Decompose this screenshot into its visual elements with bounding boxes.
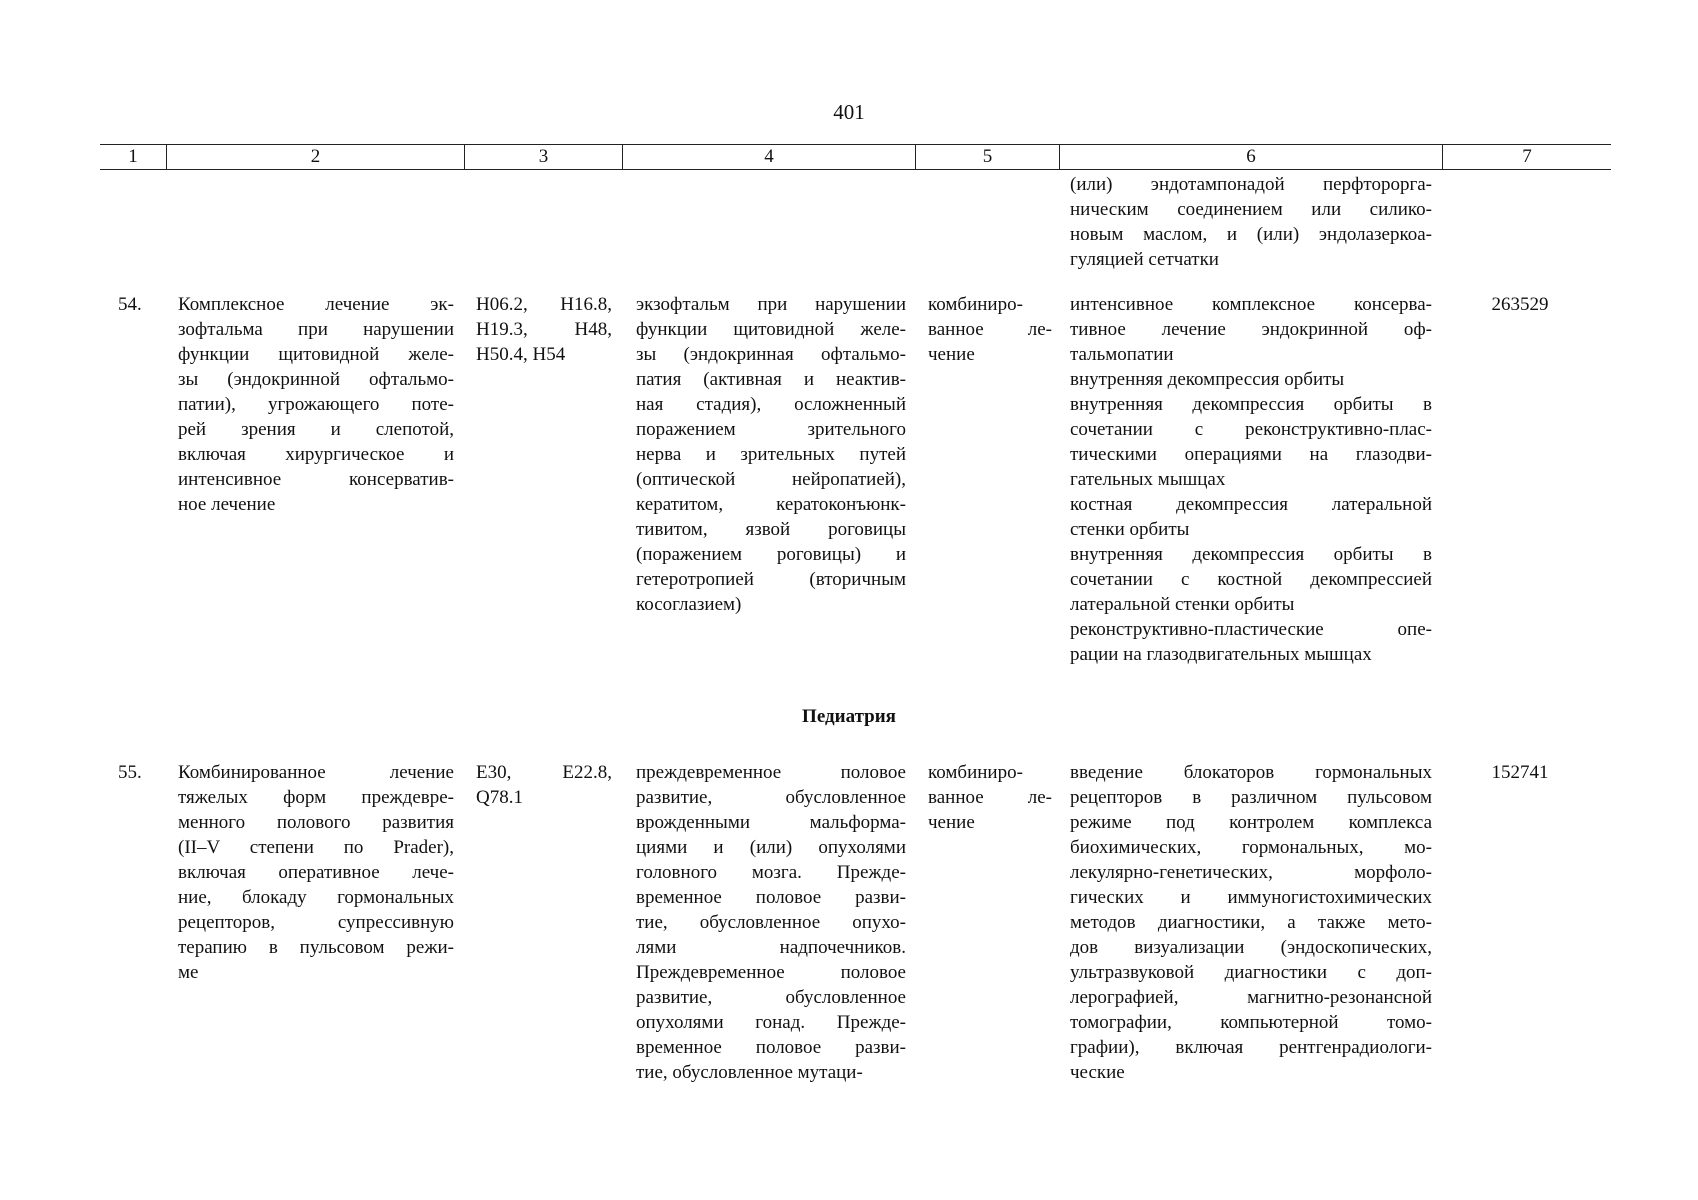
cell-line: Комбинированное лечение (178, 762, 454, 783)
cell-line: (поражением роговицы) и (636, 544, 906, 565)
cell-line: интенсивное консерватив- (178, 469, 454, 490)
cell-line: функции щитовидной желе- (636, 319, 906, 340)
cell-line: ная стадия), осложненный (636, 394, 906, 415)
cell-line: временное половое разви- (636, 887, 906, 908)
cell-line: рецепторов, супрессивную (178, 912, 454, 933)
cell-line: ническим соединением или силико- (1070, 199, 1432, 220)
cell-line: рей зрения и слепотой, (178, 419, 454, 440)
cell-line: терапию в пульсовом режи- (178, 937, 454, 958)
continued-col6 (1070, 172, 1432, 272)
header-col-6: 6 (1059, 145, 1442, 169)
cell-line: (II–V степени по Prader), (178, 837, 454, 858)
cell-line: внутренняя декомпрессия орбиты (1070, 369, 1345, 390)
cell-line: развитие, обусловленное (636, 987, 906, 1008)
cell-line: (оптической нейропатией), (636, 469, 906, 490)
cell-line: гательных мышцах (1070, 469, 1226, 490)
row-55-col7: 152741 (1491, 762, 1549, 783)
cell-line: Q78.1 (476, 787, 523, 808)
cell-line: преждевременное половое (636, 762, 906, 783)
row-55-col4 (636, 760, 906, 1085)
cell-line: косоглазием) (636, 594, 742, 615)
cell-line: поражением зрительного (636, 419, 906, 440)
cell-line: ме (178, 962, 199, 983)
cell-line: зы (эндокринная офтальмо- (636, 344, 906, 365)
cell-line: латеральной стенки орбиты (1070, 594, 1295, 615)
row-55-col6 (1070, 760, 1432, 1085)
section-title: Педиатрия (802, 706, 896, 727)
cell-line: рации на глазодвигательных мышцах (1070, 644, 1372, 665)
cell-line: ванное ле- (928, 319, 1052, 340)
header-col-7: 7 (1442, 145, 1611, 169)
cell-line: (или) эндотампонадой перфтороргa- (1070, 174, 1432, 195)
cell-line: циями и (или) опухолями (636, 837, 906, 858)
cell-line: тивное лечение эндокринной оф- (1070, 319, 1432, 340)
cell-line: включая хирургическое и (178, 444, 454, 465)
cell-line: лекулярно-генетических, морфоло- (1070, 862, 1432, 883)
row-54-col2 (178, 292, 454, 517)
cell-line: методов диагностики, а также мето- (1070, 912, 1432, 933)
cell-line: временное половое разви- (636, 1037, 906, 1058)
cell-line: H50.4, H54 (476, 344, 566, 365)
cell-line: лями надпочечников. (636, 937, 906, 958)
cell-line: тие, обусловленное опухо- (636, 912, 906, 933)
cell-line: гуляцией сетчатки (1070, 249, 1219, 270)
cell-line: чение (928, 812, 975, 833)
cell-line: внутренняя декомпрессия орбиты в (1070, 544, 1432, 565)
page-number: 401 (833, 100, 865, 124)
cell-line: режиме под контролем комплекса (1070, 812, 1432, 833)
row-55-col3 (476, 760, 612, 810)
cell-line: ультразвуковой диагностики с доп- (1070, 962, 1432, 983)
cell-line: менного полового развития (178, 812, 454, 833)
header-col-3: 3 (464, 145, 622, 169)
cell-line: введение блокаторов гормональных (1070, 762, 1432, 783)
cell-line: сочетании с реконструктивно-плас- (1070, 419, 1432, 440)
header-col-1: 1 (128, 146, 138, 167)
cell-line: тяжелых форм преждевре- (178, 787, 454, 808)
cell-line: гических и иммуногистохимических (1070, 887, 1432, 908)
cell-line: нерва и зрительных путей (636, 444, 906, 465)
row-55-col5 (928, 760, 1052, 835)
row-54-col3 (476, 292, 612, 367)
row-54-col5 (928, 292, 1052, 367)
cell-line: ние, блокаду гормональных (178, 887, 454, 908)
row-55-number: 55. (118, 762, 142, 783)
cell-line: сочетании с костной декомпрессией (1070, 569, 1432, 590)
cell-line: E30, E22.8, (476, 762, 612, 783)
cell-line: томографии, компьютерной томо- (1070, 1012, 1432, 1033)
cell-line: тальмопатии (1070, 344, 1174, 365)
cell-line: новым маслом, и (или) эндолазеркоа- (1070, 224, 1432, 245)
cell-line: Комплексное лечение эк- (178, 294, 454, 315)
cell-line: H06.2, H16.8, (476, 294, 612, 315)
cell-line: ческие (1070, 1062, 1125, 1083)
cell-line: кератитом, кератоконъюнк- (636, 494, 906, 515)
cell-line: патии), угрожающего поте- (178, 394, 454, 415)
cell-line: биохимических, гормональных, мо- (1070, 837, 1432, 858)
cell-line: интенсивное комплексное консерва- (1070, 294, 1432, 315)
cell-line: врожденными мальформа- (636, 812, 906, 833)
cell-line: патия (активная и неактив- (636, 369, 906, 390)
cell-line: экзофтальм при нарушении (636, 294, 906, 315)
row-54-number: 54. (118, 294, 142, 315)
cell-line: реконструктивно-пластические опе- (1070, 619, 1432, 640)
header-col-4: 4 (622, 145, 915, 169)
cell-line: чение (928, 344, 975, 365)
cell-line: зы (эндокринной офтальмо- (178, 369, 454, 390)
cell-line: стенки орбиты (1070, 519, 1190, 540)
cell-line: рецепторов в различном пульсовом (1070, 787, 1432, 808)
cell-line: функции щитовидной желе- (178, 344, 454, 365)
cell-line: Преждевременное половое (636, 962, 906, 983)
row-54-col6 (1070, 292, 1432, 667)
cell-line: зофтальма при нарушении (178, 319, 454, 340)
table-header-row (100, 144, 1611, 170)
cell-line: костная декомпрессия латеральной (1070, 494, 1432, 515)
cell-line: включая оперативное лече- (178, 862, 454, 883)
header-col-5: 5 (915, 145, 1059, 169)
cell-line: комбиниро- (928, 294, 1023, 315)
cell-line: головного мозга. Прежде- (636, 862, 906, 883)
cell-line: дов визуализации (эндоскопических, (1070, 937, 1432, 958)
cell-line: тическими операциями на глазодви- (1070, 444, 1432, 465)
row-55-col2 (178, 760, 454, 985)
cell-line: H19.3, H48, (476, 319, 612, 340)
cell-line: ное лечение (178, 494, 276, 515)
cell-line: развитие, обусловленное (636, 787, 906, 808)
cell-line: лерографией, магнитно-резонансной (1070, 987, 1432, 1008)
cell-line: опухолями гонад. Прежде- (636, 1012, 906, 1033)
cell-line: комбиниро- (928, 762, 1023, 783)
cell-line: графии), включая рентгенрадиологи- (1070, 1037, 1432, 1058)
cell-line: тие, обусловленное мутаци- (636, 1062, 863, 1083)
cell-line: тивитом, язвой роговицы (636, 519, 906, 540)
row-54-col4 (636, 292, 906, 617)
cell-line: гетеротропией (вторичным (636, 569, 906, 590)
cell-line: ванное ле- (928, 787, 1052, 808)
cell-line: внутренняя декомпрессия орбиты в (1070, 394, 1432, 415)
header-col-2: 2 (166, 145, 464, 169)
row-54-col7: 263529 (1491, 294, 1549, 315)
